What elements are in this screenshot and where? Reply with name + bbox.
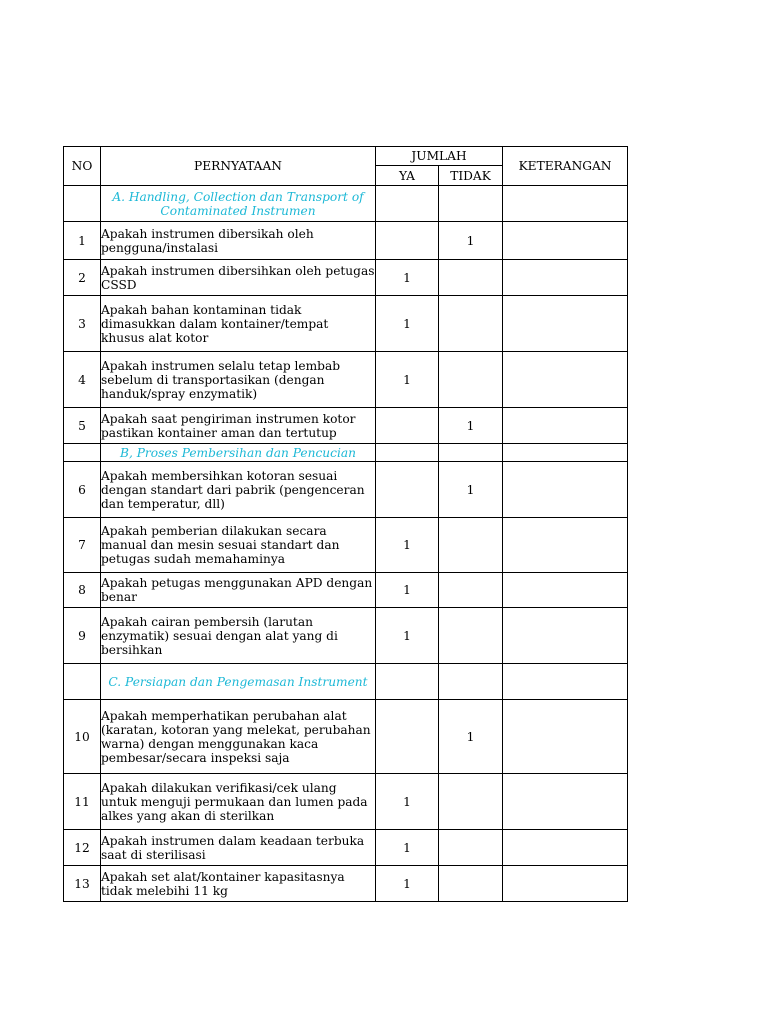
table-row [64, 408, 628, 444]
row-tidak [439, 830, 503, 866]
row-no: 3 [64, 296, 101, 352]
row-no: 2 [64, 260, 101, 296]
row-statement: Apakah instrumen dalam keadaan terbuka saat di sterilisasi [101, 830, 376, 866]
row-keterangan [503, 700, 628, 774]
row-keterangan [503, 260, 628, 296]
table-body [64, 186, 628, 902]
row-tidak: 1 [439, 222, 503, 260]
row-ya [376, 462, 439, 518]
row-no: 5 [64, 408, 101, 444]
table-row [64, 352, 628, 408]
table-row [64, 774, 628, 830]
row-keterangan [503, 573, 628, 608]
section-row [64, 186, 628, 222]
table-row [64, 608, 628, 664]
row-ya: 1 [376, 830, 439, 866]
row-ya: 1 [376, 774, 439, 830]
row-ya [376, 408, 439, 444]
row-tidak [439, 608, 503, 664]
row-ya: 1 [376, 296, 439, 352]
header-pernyataan: PERNYATAAN [101, 147, 376, 186]
row-no: 12 [64, 830, 101, 866]
row-keterangan [503, 518, 628, 573]
row-keterangan [503, 408, 628, 444]
row-ya: 1 [376, 260, 439, 296]
table-row [64, 518, 628, 573]
row-no: 9 [64, 608, 101, 664]
table-row [64, 222, 628, 260]
row-no: 1 [64, 222, 101, 260]
row-keterangan [503, 222, 628, 260]
section-row [64, 444, 628, 462]
section-title-b: B, Proses Pembersihan dan Pencucian [101, 444, 376, 462]
row-keterangan [503, 774, 628, 830]
row-statement: Apakah petugas menggunakan APD dengan benar [101, 573, 376, 608]
row-statement: Apakah memperhatikan perubahan alat (karatan, kotoran yang melekat, perubahan warna) dengan menggunakan kaca pembesar/secara inspeksi saja [101, 700, 376, 774]
row-keterangan [503, 352, 628, 408]
row-tidak: 1 [439, 700, 503, 774]
table-row [64, 866, 628, 902]
header-no: NO [64, 147, 101, 186]
row-tidak [439, 296, 503, 352]
table-row [64, 573, 628, 608]
row-ya: 1 [376, 608, 439, 664]
row-keterangan [503, 462, 628, 518]
row-statement: Apakah instrumen dibersihkan oleh petugas CSSD [101, 260, 376, 296]
row-no: 10 [64, 700, 101, 774]
table-row [64, 700, 628, 774]
row-tidak: 1 [439, 462, 503, 518]
table-row [64, 260, 628, 296]
row-tidak [439, 260, 503, 296]
row-no: 7 [64, 518, 101, 573]
header-tidak: TIDAK [439, 166, 503, 186]
row-no: 6 [64, 462, 101, 518]
row-no: 8 [64, 573, 101, 608]
row-keterangan [503, 866, 628, 902]
row-ya: 1 [376, 866, 439, 902]
row-statement: Apakah cairan pembersih (larutan enzymatik) sesuai dengan alat yang di bersihkan [101, 608, 376, 664]
section-title-c: C. Persiapan dan Pengemasan Instrument [101, 664, 376, 700]
row-ya: 1 [376, 352, 439, 408]
table-row [64, 296, 628, 352]
row-keterangan [503, 296, 628, 352]
section-row [64, 664, 628, 700]
row-no: 4 [64, 352, 101, 408]
row-keterangan [503, 608, 628, 664]
row-ya [376, 222, 439, 260]
row-tidak [439, 352, 503, 408]
header-keterangan: KETERANGAN [503, 147, 628, 186]
table-header [64, 147, 628, 186]
row-tidak [439, 774, 503, 830]
checklist-table [63, 146, 628, 902]
row-statement: Apakah pemberian dilakukan secara manual dan mesin sesuai standart dan petugas sudah memahaminya [101, 518, 376, 573]
row-no: 13 [64, 866, 101, 902]
row-keterangan [503, 830, 628, 866]
row-statement: Apakah membersihkan kotoran sesuai dengan standart dari pabrik (pengenceran dan temperatur, dll) [101, 462, 376, 518]
row-ya: 1 [376, 573, 439, 608]
row-tidak [439, 866, 503, 902]
row-ya: 1 [376, 518, 439, 573]
table-row [64, 830, 628, 866]
row-tidak [439, 573, 503, 608]
row-statement: Apakah bahan kontaminan tidak dimasukkan dalam kontainer/tempat khusus alat kotor [101, 296, 376, 352]
table-row [64, 462, 628, 518]
row-statement: Apakah instrumen selalu tetap lembab sebelum di transportasikan (dengan handuk/spray enzymatik) [101, 352, 376, 408]
header-jumlah: JUMLAH [376, 147, 503, 166]
row-statement: Apakah instrumen dibersikah oleh pengguna/instalasi [101, 222, 376, 260]
row-no: 11 [64, 774, 101, 830]
row-ya [376, 700, 439, 774]
header-ya: YA [376, 166, 439, 186]
row-tidak [439, 518, 503, 573]
row-statement: Apakah dilakukan verifikasi/cek ulang untuk menguji permukaan dan lumen pada alkes yang akan di sterilkan [101, 774, 376, 830]
row-statement: Apakah set alat/kontainer kapasitasnya tidak melebihi 11 kg [101, 866, 376, 902]
section-title-a: A. Handling, Collection dan Transport of Contaminated Instrumen [101, 186, 376, 222]
row-statement: Apakah saat pengiriman instrumen kotor pastikan kontainer aman dan tertutup [101, 408, 376, 444]
row-tidak: 1 [439, 408, 503, 444]
